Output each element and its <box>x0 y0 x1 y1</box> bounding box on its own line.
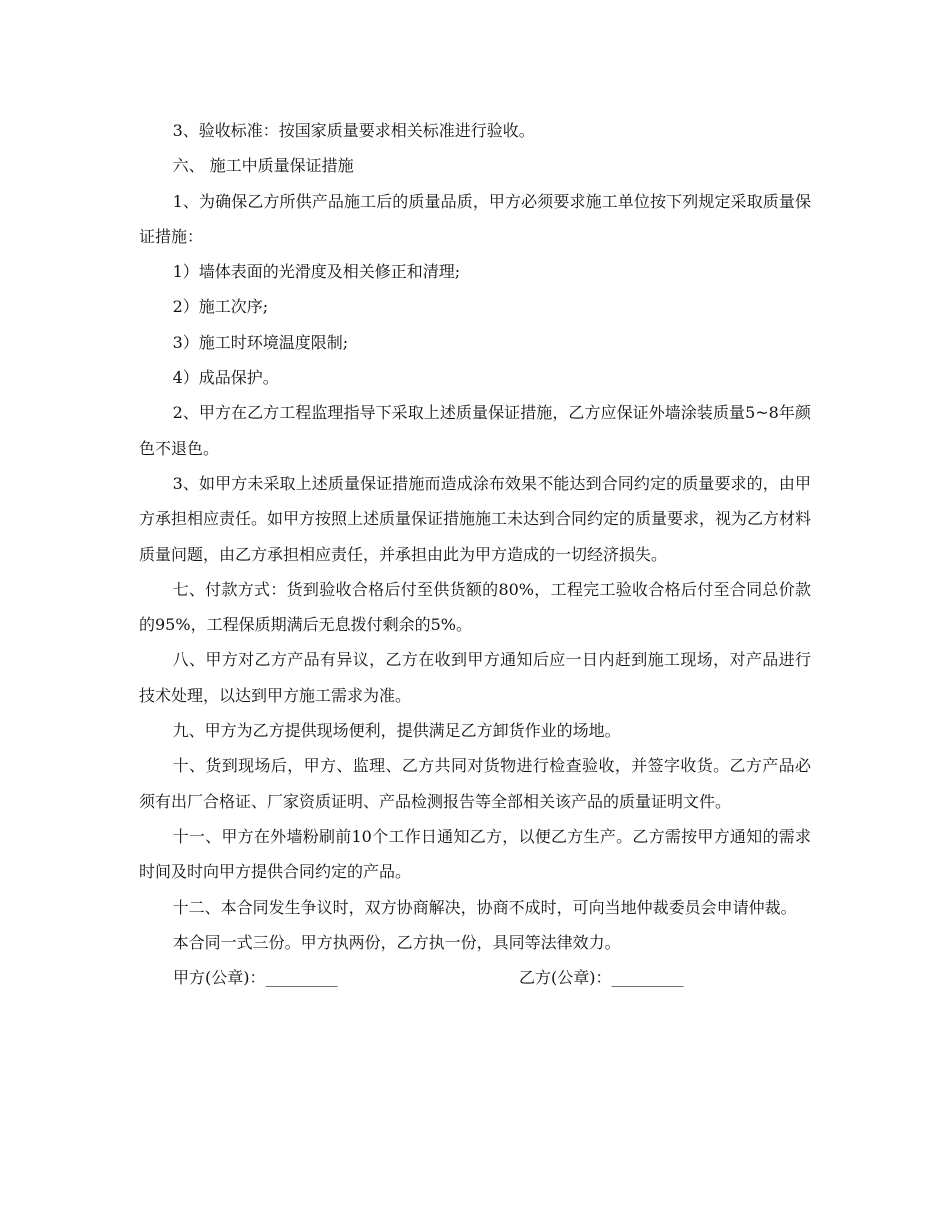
clause-supervision-guarantee: 2、甲方在乙方工程监理指导下采取上述质量保证措施，乙方应保证外墙涂装质量5~8年颜色不退色。 <box>139 403 811 458</box>
measure-item-3: 3）施工时环境温度限制; <box>172 332 349 352</box>
clause-delivery-inspection: 十、货到现场后，甲方、监理、乙方共同对货物进行检查验收，并签字收货。乙方产品必须有出厂合格证、厂家资质证明、产品检测报告等全部相关该产品的质量证明文件。 <box>139 756 811 811</box>
signature-block <box>139 960 811 995</box>
clause-dispute-resolution: 十二、本合同发生争议时，双方协商解决，协商不成时，可向当地仲裁委员会申请仲裁。 <box>172 897 797 917</box>
clause-quality-measures-intro: 1、为确保乙方所供产品施工后的质量品质，甲方必须要求施工单位按下列规定采取质量保证措施： <box>139 191 811 246</box>
clause-liability: 3、如甲方未采取上述质量保证措施而造成涂布效果不能达到合同约定的质量要求的，由甲方承担相应责任。如甲方按照上述质量保证措施施工未达到合同约定的质量要求，视为乙方材料质量问题，由乙方承担相应责任，并承担由此为甲方造成的一切经济损失。 <box>139 473 812 564</box>
contract-body <box>139 113 811 995</box>
clause-copies: 本合同一式三份。甲方执两份，乙方执一份，具同等法律效力。 <box>172 932 621 952</box>
clause-acceptance-standard: 3、验收标准：按国家质量要求相关标准进行验收。 <box>172 121 535 140</box>
measure-item-4: 4）成品保护。 <box>172 368 279 388</box>
signature-party-b: 乙方(公章)：_________ <box>519 968 684 988</box>
measure-item-2: 2）施工次序; <box>172 297 269 317</box>
clause-product-objection: 八、甲方对乙方产品有异议，乙方在收到甲方通知后应一日内赶到施工现场，对产品进行技术处理，以达到甲方施工需求为准。 <box>139 650 811 705</box>
measure-item-1: 1）墙体表面的光滑度及相关修正和清理; <box>172 262 461 282</box>
signature-party-a: 甲方(公章)：_________ <box>173 968 338 988</box>
section-heading-quality-measures: 六、 施工中质量保证措施 <box>172 156 354 176</box>
clause-site-convenience: 九、甲方为乙方提供现场便利，提供满足乙方卸货作业的场地。 <box>172 721 621 741</box>
clause-production-notice: 十一、甲方在外墙粉刷前10个工作日通知乙方，以便乙方生产。乙方需按甲方通知的需求时间及时向甲方提供合同约定的产品。 <box>139 826 811 882</box>
clause-payment-terms: 七、付款方式：货到验收合格后付至供货额的80%，工程完工验收合格后付至合同总价款的95%，工程保质期满后无息拨付剩余的5%。 <box>139 579 811 635</box>
